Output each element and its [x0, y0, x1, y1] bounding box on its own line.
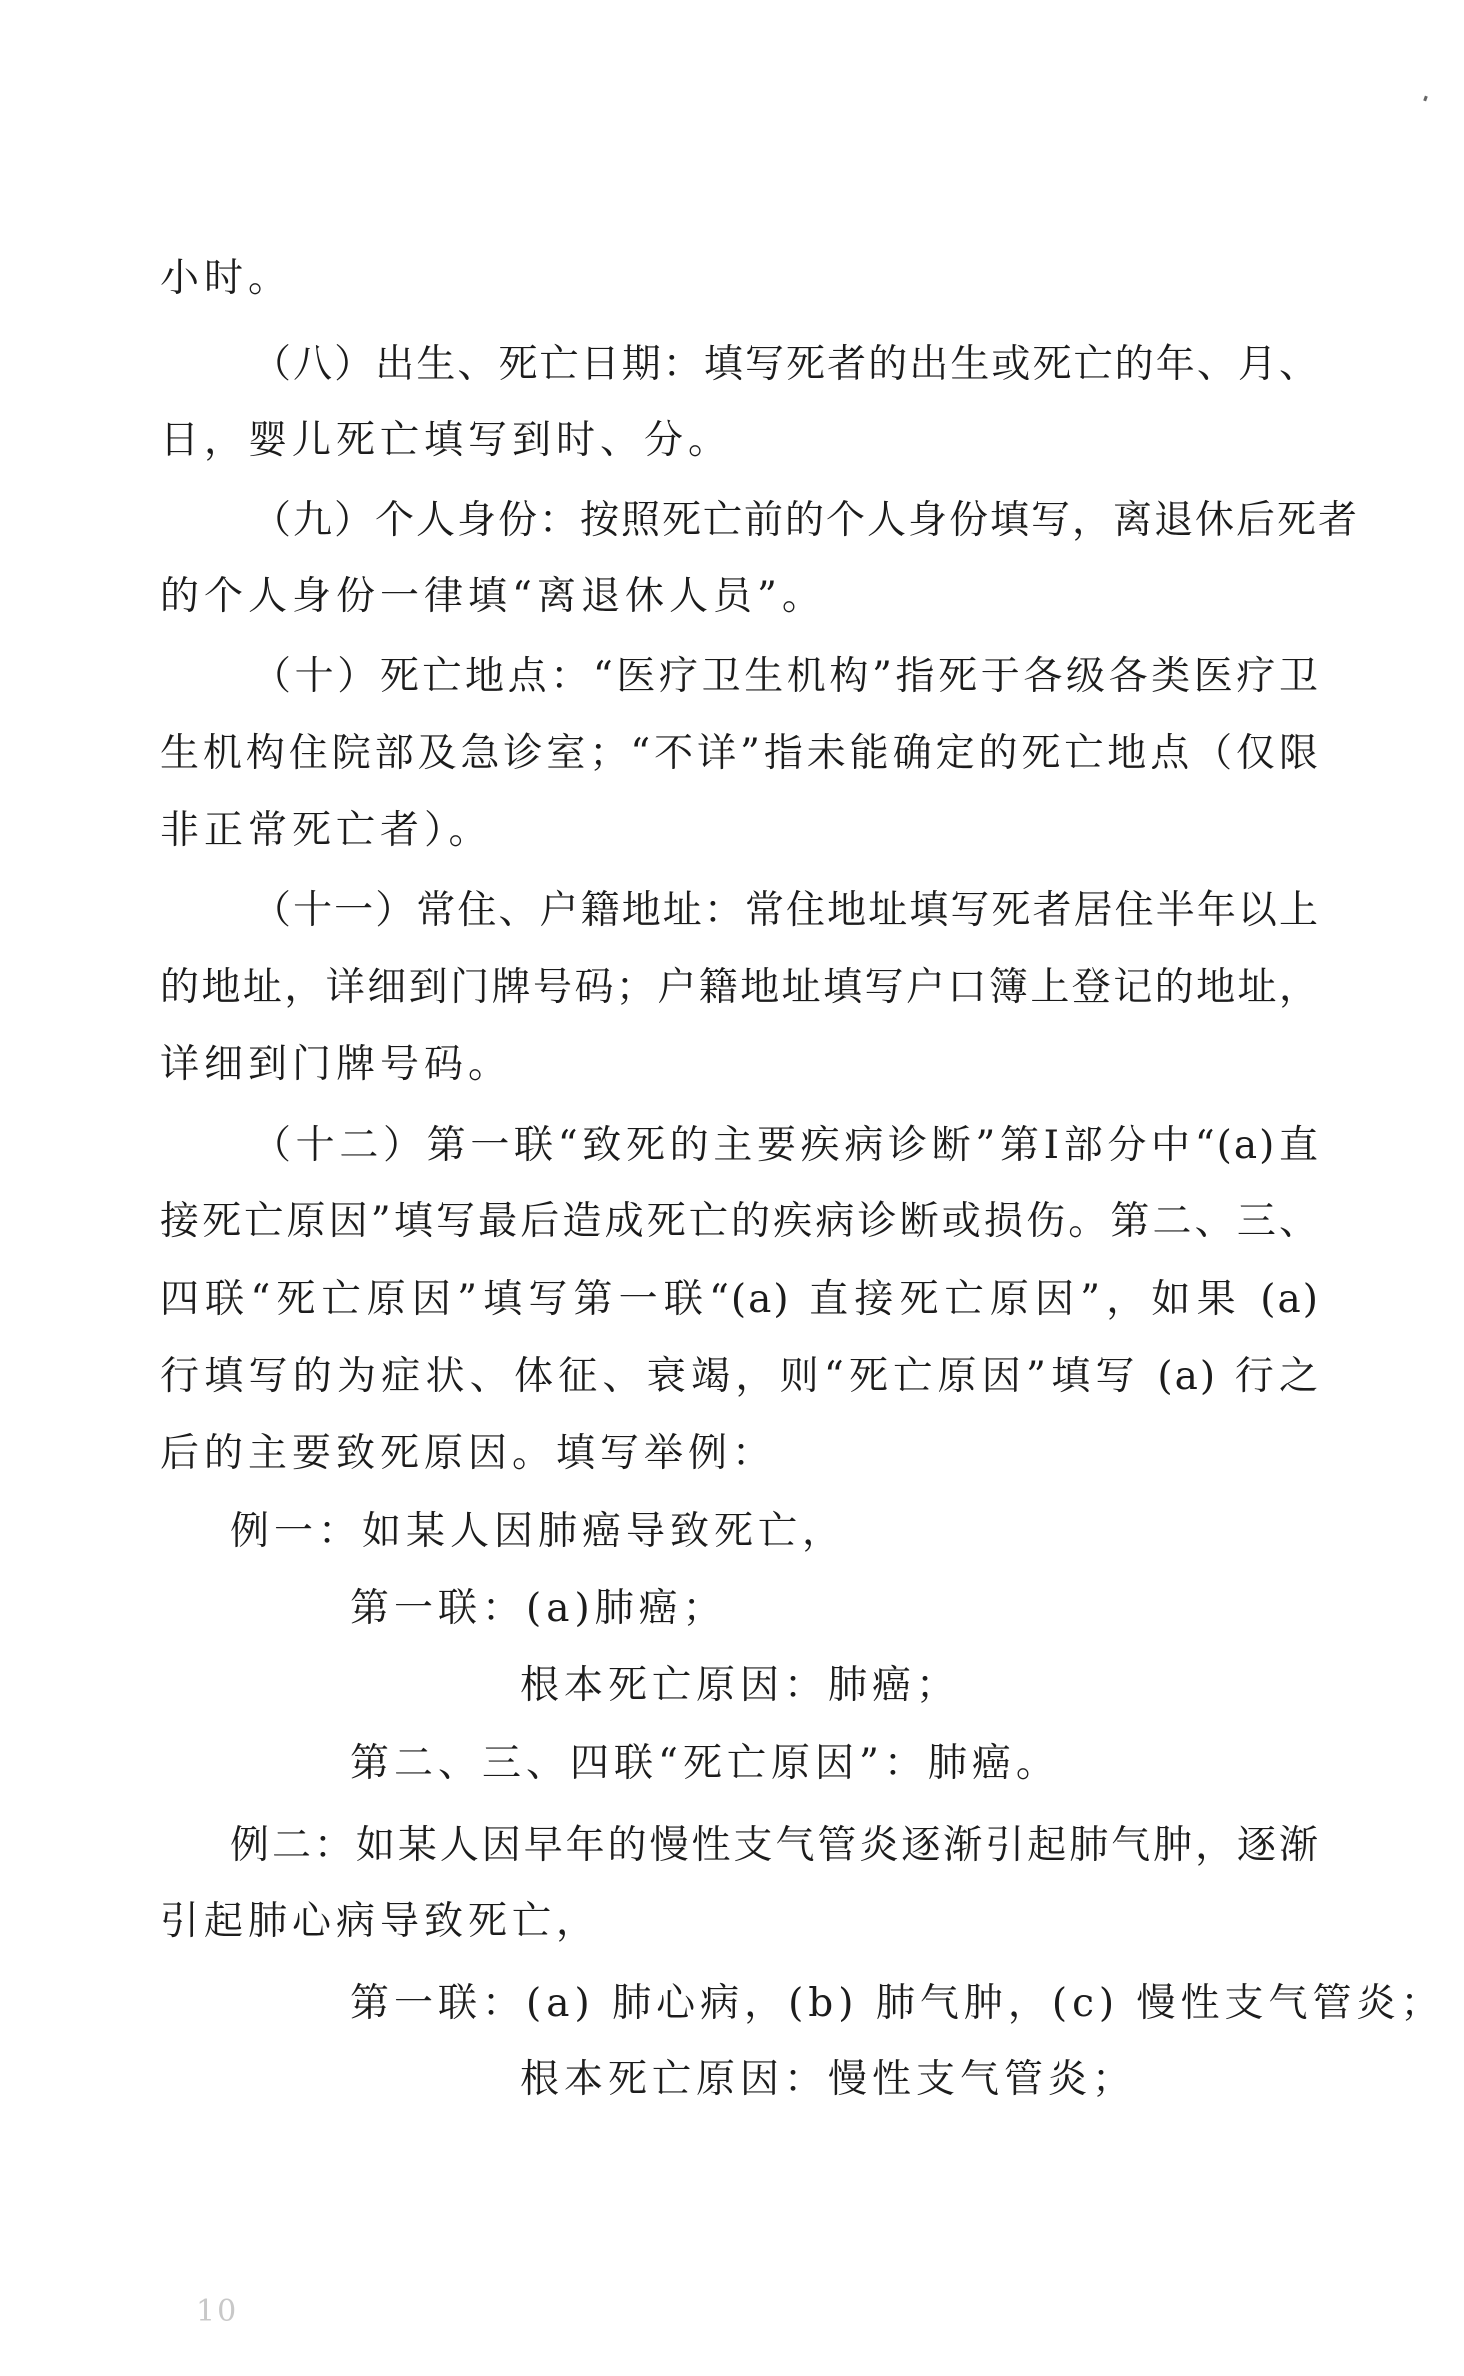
text-line: 第一联：(a) 肺心病，(b) 肺气肿，(c) 慢性支气管炎； — [350, 1981, 1445, 2026]
text-line: 接死亡原因”填写最后造成死亡的疾病诊断或损伤。第二、三、 — [160, 1199, 1320, 1244]
text-line: 后的主要致死原因。填写举例： — [160, 1431, 777, 1476]
text-line: （十）死亡地点：“医疗卫生机构”指死于各级各类医疗卫 — [252, 654, 1320, 699]
text-line: 小时。 — [160, 256, 293, 301]
text-line: 行填写的为症状、体征、衰竭，则“死亡原因”填写 (a) 行之 — [160, 1354, 1320, 1399]
text-line: 四联“死亡原因”填写第一联“(a) 直接死亡原因”，如果 (a) — [160, 1277, 1320, 1322]
text-line: 生机构住院部及急诊室；“不详”指未能确定的死亡地点（仅限 — [160, 731, 1320, 776]
text-line: （九）个人身份：按照死亡前的个人身份填写，离退休后死者 — [252, 498, 1360, 543]
text-line: （八）出生、死亡日期：填写死者的出生或死亡的年、月、 — [252, 342, 1320, 387]
scan-mark — [1423, 96, 1428, 102]
text-line: 的个人身份一律填“离退休人员”。 — [160, 574, 826, 619]
text-line: 引起肺心病导致死亡， — [160, 1899, 601, 1944]
text-line: 例一：如某人因肺癌导致死亡， — [230, 1509, 847, 1554]
page-number: 10 — [196, 2294, 239, 2329]
text-line: 例二：如某人因早年的慢性支气管炎逐渐引起肺气肿，逐渐 — [230, 1823, 1320, 1868]
text-line: 非正常死亡者）。 — [160, 808, 493, 853]
text-line: 第二、三、四联“死亡原因”：肺癌。 — [350, 1741, 1060, 1786]
text-line: 详细到门牌号码。 — [160, 1042, 513, 1087]
text-line: 根本死亡原因：肺癌； — [520, 1663, 961, 1708]
text-line: 的地址，详细到门牌号码；户籍地址填写户口簿上登记的地址， — [160, 965, 1320, 1010]
text-line: 第一联：(a)肺癌； — [350, 1586, 727, 1631]
text-line: （十二）第一联“致死的主要疾病诊断”第Ⅰ部分中“(a)直 — [252, 1123, 1320, 1168]
text-line: 根本死亡原因：慢性支气管炎； — [520, 2057, 1137, 2102]
text-line: （十一）常住、户籍地址：常住地址填写死者居住半年以上 — [252, 888, 1320, 933]
text-line: 日，婴儿死亡填写到时、分。 — [160, 418, 733, 463]
